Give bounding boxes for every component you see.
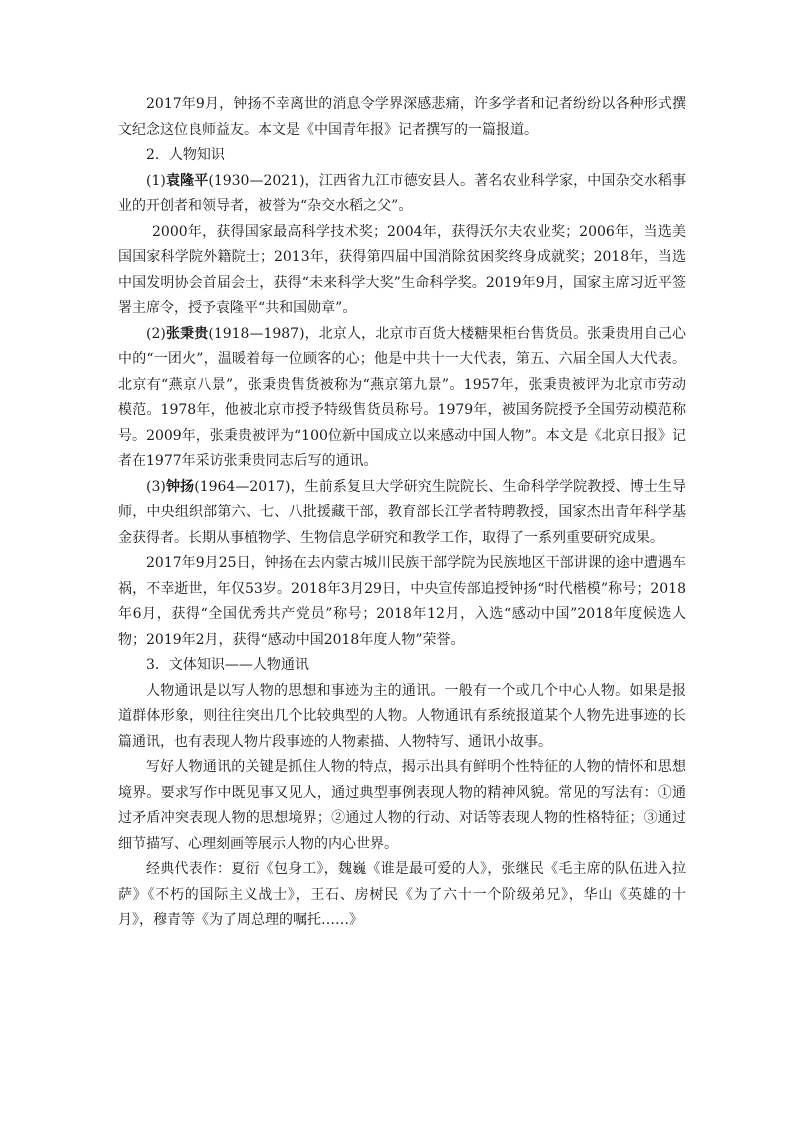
genre-paragraph-classics: 经典代表作：夏衍《包身工》，魏巍《谁是最可爱的人》，张继民《毛主席的队伍进入拉萨》《不朽的国际主义战士》，王石、房树民《为了六十一个阶级弟兄》，华山《英雄的十月》，穆青等《为了周总理的嘱托……》 (118, 861, 686, 928)
yuan-longping-name: 袁隆平 (165, 172, 209, 189)
intro-paragraph: 2017年9月，钟扬不幸离世的消息令学界深感悲痛，许多学者和记者纷纷以各种形式撰文纪念这位良师益友。本文是《中国青年报》记者撰写的一篇报道。 (118, 96, 686, 138)
genre-paragraph-methods: 写好人物通讯的关键是抓住人物的特点，揭示出具有鲜明个性特征的人物的情怀和思想境界。要求写作中既见事又见人，通过典型事例表现人物的精神风貌。常见的写法有：①通过矛盾冲突表现人物的思想境界；②通过人物的行动、对话等表现人物的性格特征；③通过细节描写、心理刻画等展示人物的内心世界。 (118, 759, 686, 852)
yuan-longping-awards: 2000年，获得国家最高科学技术奖；2004年，获得沃尔夫农业奖；2006年，当选美国国家科学院外籍院士；2013年，获得第四届中国消除贫困奖终身成就奖；2018年，当选中国发明协会首届会士，获得“未来科学大奖”生命科学奖。2019年9月，国家主席习近平签署主席令，授予袁隆平“共和国勋章”。 (118, 223, 686, 316)
yuan-longping-paragraph (118, 169, 686, 220)
zhong-yang-paragraph (118, 475, 686, 552)
zhong-yang-name: 钟扬 (165, 478, 195, 495)
zhong-yang-awards: 2017年9月25日，钟扬在去内蒙古城川民族干部学院为民族地区干部讲课的途中遭遇车祸，不幸逝世，年仅53岁。2018年3月29日，中央宣传部追授钟扬“时代楷模”称号；2018年6月，获得“全国优秀共产党员”称号；2018年12月，入选“感动中国”2018年度候选人物；2019年2月，获得“感动中国2018年度人物”荣誉。 (118, 555, 686, 648)
zhang-prefix: (2) (146, 325, 166, 342)
section-heading-character-knowledge: 2．人物知识 (146, 147, 225, 163)
yuan-longping-bio: (1930—2021)，江西省九江市德安县人。著名农业科学家，中国杂交水稻事业的开创者和领导者，被誉为“杂交水稻之父”。 (118, 172, 686, 214)
zhong-yang-bio: (1964—2017)，生前系复旦大学研究生院院长、生命科学学院教授、博士生导师，中央组织部第六、七、八批援藏干部，教育部长江学者特聘教授，国家杰出青年科学基金获得者。长期从事植物学、生物信息学研究和教学工作，取得了一系列重要研究成果。 (118, 478, 686, 546)
yuan-prefix: (1) (146, 172, 166, 189)
zhong-prefix: (3) (146, 478, 166, 495)
zhang-binggui-name: 张秉贵 (165, 325, 209, 342)
genre-paragraph-definition: 人物通讯是以写人物的思想和事迹为主的通讯。一般有一个或几个中心人物。如果是报道群体形象，则往往突出几个比较典型的人物。人物通讯有系统报道某个人物先进事迹的长篇通讯，也有表现人物片段事迹的人物素描、人物特写、通讯小故事。 (118, 682, 686, 750)
zhang-binggui-bio: (1918—1987)，北京人，北京市百货大楼糖果柜台售货员。张秉贵用自己心中的“一团火”，温暖着每一位顾客的心；他是中共十一大代表，第五、六届全国人大代表。北京有“燕京八景”，张秉贵售货被称为“燕京第九景”。1957年，张秉贵被评为北京市劳动模范。1978年，他被北京市授予特级售货员称号。1979年，被国务院授予全国劳动模范称号。2009年，张秉贵被评为“100位新中国成立以来感动中国人物”。本文是《北京日报》记者在1977年采访张秉贵同志后写的通讯。 (118, 325, 686, 469)
document-body (118, 92, 686, 934)
section-heading-genre-knowledge: 3．文体知识——人物通讯 (146, 657, 309, 673)
zhang-binggui-paragraph (118, 322, 686, 475)
